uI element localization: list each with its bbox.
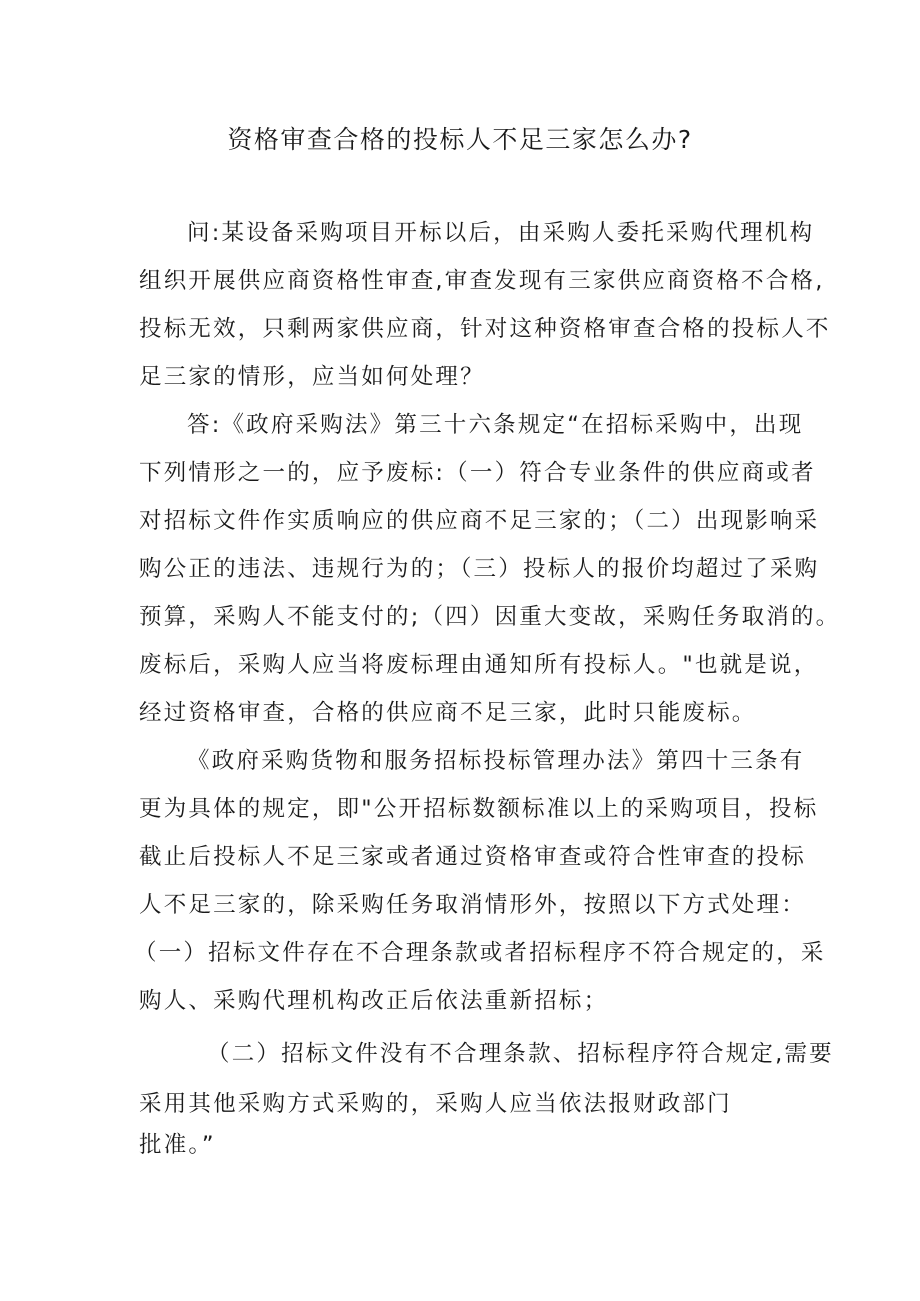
paragraph-line: 投标无效，只剩两家供应商，针对这种资格审查合格的投标人不 bbox=[139, 316, 831, 342]
paragraph-line: 采用其他采购方式采购的，采购人应当依法报财政部门 bbox=[139, 1091, 732, 1117]
paragraph-line: 组织开展供应商资格性审查,审查发现有三家供应商资格不合格, bbox=[139, 268, 825, 294]
paragraph-line: 废标后，采购人应当将废标理由通知所有投标人。"也就是说， bbox=[139, 652, 819, 678]
paragraph-line: 购人、采购代理机构改正后依法重新招标； bbox=[139, 988, 609, 1014]
paragraph-line: 经过资格审查，合格的供应商不足三家，此时只能废标。 bbox=[139, 700, 757, 726]
paragraph-line: 截止后投标人不足三家或者通过资格审查或符合性审查的投标 bbox=[139, 844, 806, 870]
paragraph-line: 问:某设备采购项目开标以后，由采购人委托采购代理机构 bbox=[187, 220, 815, 246]
paragraph-line: 下列情形之一的，应予废标:（一）符合专业条件的供应商或者 bbox=[139, 460, 816, 486]
paragraph-line: 答:《政府采购法》第三十六条规定“在招标采购中，出现 bbox=[187, 412, 804, 438]
paragraph-line: 人不足三家的，除采购任务取消情形外，按照以下方式处理： bbox=[139, 892, 806, 918]
paragraph-line: （二）招标文件没有不合理条款、招标程序符合规定,需要 bbox=[207, 1041, 834, 1067]
paragraph-line: 预算，采购人不能支付的;（四）因重大变故，采购任务取消的。 bbox=[139, 604, 841, 630]
paragraph-line: 足三家的情形，应当如何处理？ bbox=[139, 364, 485, 390]
paragraph-line: 《政府采购货物和服务招标投标管理办法》第四十三条有 bbox=[187, 748, 805, 774]
paragraph-line: （一）招标文件存在不合理条款或者招标程序不符合规定的，采 bbox=[134, 940, 826, 966]
document-title: 资格审查合格的投标人不足三家怎么办? bbox=[227, 125, 693, 154]
paragraph-line: 购公正的违法、违规行为的；（三）投标人的报价均超过了采购 bbox=[139, 556, 820, 582]
paragraph-line: 对招标文件作实质响应的供应商不足三家的；（二）出现影响采 bbox=[139, 508, 820, 534]
paragraph-line: 批准。” bbox=[139, 1132, 216, 1158]
paragraph-line: 更为具体的规定，即"公开招标数额标准以上的采购项目，投标 bbox=[139, 796, 819, 822]
